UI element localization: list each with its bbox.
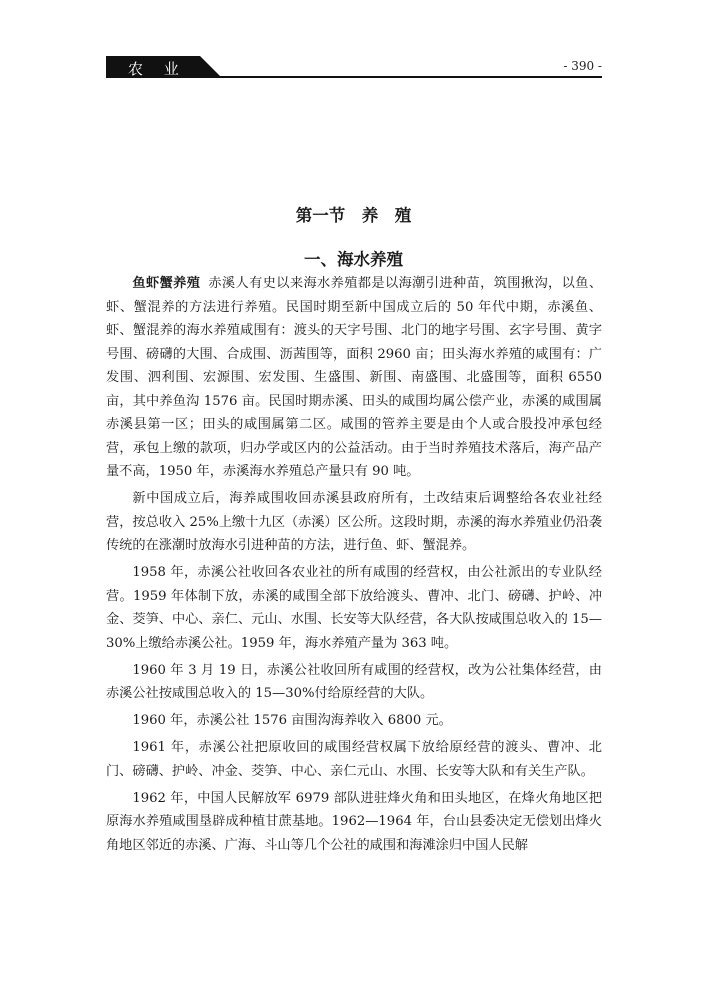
paragraph-text: 赤溪人有史以来海水养殖都是以海潮引进种苗，筑围揪沟，以鱼、虾、蟹混养的方法进行养殖。民国时期至新中国成立后的 50 年代中期，赤溪鱼、虾、蟹混养的海水养殖咸围有：渡头的天字号围、北门的地字号围、玄字号围、黄字号围、磅礴的大围、合成围、沥茜围等，面积 2960 亩；田头海水养殖的咸围有：广发围、泗利围、宏源围、宏发围、生盛围、新围、南盛围、北盛围等，面积 6550 亩，其中养鱼沟 1576 亩。民国时期赤溪、田头的咸围均属公偿产业，赤溪的咸围属赤溪县第一区；田头的咸围属第二区。咸围的管养主要是由个人或合股投冲承包经营，承包上缴的款项，归办学或区内的公益活动。由于当时养殖技术落后，海产品产量不高，1950 年，赤溪海水养殖总产量只有 90 吨。 <box>106 276 603 479</box>
paragraph: 1960 年 3 月 19 日，赤溪公社收回所有咸围的经营权，改为公社集体经营，由赤溪公社按咸围总收入的 15—30%付给原经营的大队。 <box>106 662 602 701</box>
paragraph: 1961 年，赤溪公社把原收回的咸围经营权属下放给原经营的渡头、曹冲、北门、磅礴、护岭、冲金、茭笋、中心、亲仁元山、水围、长安等大队和有关生产队。 <box>106 740 602 779</box>
chapter-label: 农 业 <box>128 60 187 78</box>
header-rule <box>206 76 602 78</box>
paragraph-term: 鱼虾蟹养殖 <box>132 276 201 291</box>
paragraph <box>106 272 602 484</box>
body-text <box>106 272 602 861</box>
paragraph: 1958 年，赤溪公社收回各农业社的所有咸围的经营权，由公社派出的专业队经营。1959 年体制下放，赤溪的咸围全部下放给渡头、曹冲、北门、磅礴、护岭、冲金、茭笋、中心、亲仁、元山、水围、长安等大队经营，各大队按咸围总收入的 15—30%上缴给赤溪公社。1959 年，海水养殖产量为 363 吨。 <box>106 565 602 651</box>
page-number: - 390 - <box>563 59 602 73</box>
paragraph: 新中国成立后，海养咸围收回赤溪县政府所有，土改结束后调整给各农业社经营，按总收入 25%上缴十九区（赤溪）区公所。这段时期，赤溪的海水养殖业仍沿袭传统的在涨潮时放海水引进种苗的方法，进行鱼、虾、蟹混养。 <box>106 491 602 553</box>
page-header <box>106 56 602 80</box>
section-title: 第一节 养 殖 <box>295 206 412 225</box>
subsection-title: 一、海水养殖 <box>304 250 403 269</box>
paragraph: 1962 年，中国人民解放军 6979 部队进驻烽火角和田头地区，在烽火角地区把原海水养殖咸围垦辟成种植甘蔗基地。1962—1964 年，台山县委决定无偿划出烽火角地区邻近的赤溪、广海、斗山等几个公社的咸围和海滩涂归中国人民解 <box>106 790 602 853</box>
paragraph: 1960 年，赤溪公社 1576 亩围沟海养收入 6800 元。 <box>132 713 452 728</box>
